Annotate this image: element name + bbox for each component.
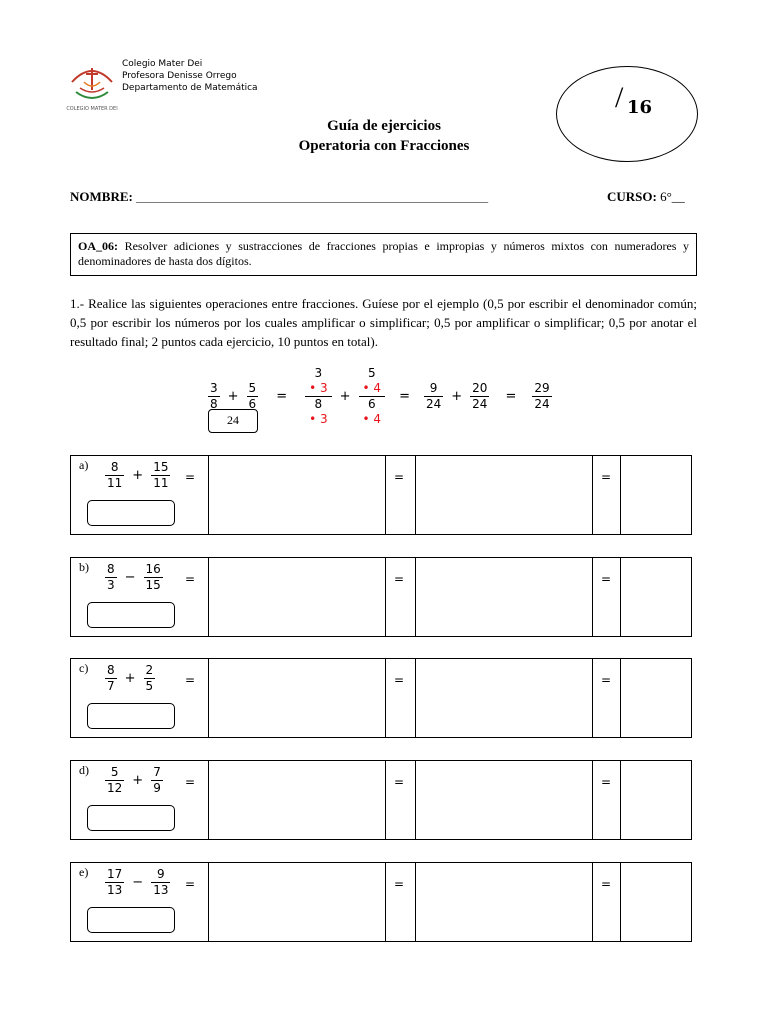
example-op-3: + <box>451 389 463 404</box>
example-fraction-3: $\frac{9}{24}$ <box>425 381 442 411</box>
answer-cell-1[interactable] <box>209 558 385 636</box>
eq-sign-1: = <box>185 877 196 891</box>
eq-sign-1: = <box>185 572 196 586</box>
answer-cell-3[interactable] <box>621 659 691 737</box>
example-op-2: + <box>339 389 351 404</box>
logo-text: COLEGIO MATER DEI <box>66 106 118 112</box>
exercise-row-d <box>70 760 692 840</box>
school-name: Colegio Mater Dei <box>122 59 203 69</box>
example-fraction-2: $\frac{5}{6}$ <box>248 381 257 411</box>
exercise-label: c) <box>79 661 89 675</box>
eq-sign-1: = <box>185 775 196 789</box>
objective-code: OA_06: <box>78 239 118 253</box>
common-denominator-input[interactable] <box>87 703 175 729</box>
exercise-expression: $\frac{8}{11}$ + $\frac{15}{11}$ <box>107 460 169 490</box>
objective-text: Resolver adiciones y sustracciones de fracciones propias e impropias y números mixtos con numeradores y denominadores de hasta dos dígitos. <box>78 239 690 268</box>
example-fraction-4: $\frac{20}{24}$ <box>472 381 488 411</box>
exercise-expression: $\frac{17}{13}$ − $\frac{9}{13}$ <box>107 867 169 897</box>
example-fraction-1: $\frac{3}{8}$ <box>210 381 218 411</box>
page-subtitle: Operatoria con Fracciones <box>298 138 470 154</box>
answer-cell-2[interactable] <box>416 863 592 941</box>
answer-cell-2[interactable] <box>416 761 592 839</box>
example-amplified-2: 5 • 4 6 • 4 <box>359 366 386 427</box>
answer-cell-2[interactable] <box>416 456 592 534</box>
exercise-row-e <box>70 862 692 942</box>
exercise-row-a <box>70 455 692 535</box>
answer-cell-1[interactable] <box>209 761 385 839</box>
exercise-label: e) <box>79 865 89 879</box>
curso-field[interactable]: 6°__ <box>660 189 685 204</box>
header-block <box>122 58 258 94</box>
example-op-1: + <box>227 389 239 404</box>
answer-cell-1[interactable] <box>209 863 385 941</box>
answer-cell-3[interactable] <box>621 456 691 534</box>
answer-cell-1[interactable] <box>209 456 385 534</box>
instructions: 1.- Realice las siguientes operaciones entre fracciones. Guíese por el ejemplo (0,5 por escribir el denominador común; 0,5 por escribir los números por los cuales amplificar o simplificar; 0,5 por amplificar o simplificar; 0,5 por anotar el resultado final; 2 puntos cada ejercicio, 10 puntos en total). <box>70 296 697 349</box>
exercise-label: d) <box>79 763 89 777</box>
nombre-field[interactable]: ________________________________________________________________ <box>136 192 489 204</box>
eq-sign-1: = <box>185 470 196 484</box>
eq-sign-2: = <box>394 673 405 687</box>
example-eq-1: = <box>276 389 288 404</box>
answer-cell-3[interactable] <box>621 863 691 941</box>
answer-cell-2[interactable] <box>416 659 592 737</box>
exercise-expression: $\frac{8}{7}$ + $\frac{2}{5}$ <box>107 663 154 693</box>
answer-cell-3[interactable] <box>621 761 691 839</box>
example-common-denominator-box <box>208 409 258 433</box>
score-slash: / <box>615 81 624 114</box>
eq-sign-2: = <box>394 775 405 789</box>
eq-sign-2: = <box>394 877 405 891</box>
student-line <box>70 189 488 205</box>
example-expression <box>208 366 552 427</box>
eq-sign-1: = <box>185 673 196 687</box>
example-eq-3: = <box>505 389 517 404</box>
school-logo <box>66 60 118 120</box>
example-result: $\frac{29}{24}$ <box>534 381 550 411</box>
objective-box <box>70 233 697 276</box>
curso-label: CURSO: <box>607 189 657 204</box>
eq-sign-3: = <box>601 877 612 891</box>
exercise-row-b <box>70 557 692 637</box>
exercise-row-c <box>70 658 692 738</box>
eq-sign-3: = <box>601 470 612 484</box>
example-common-denominator: 24 <box>227 413 239 427</box>
answer-cell-3[interactable] <box>621 558 691 636</box>
eq-sign-3: = <box>601 673 612 687</box>
eq-sign-3: = <box>601 572 612 586</box>
common-denominator-input[interactable] <box>87 602 175 628</box>
exercise-label: b) <box>79 560 89 574</box>
common-denominator-input[interactable] <box>87 907 175 933</box>
eq-sign-2: = <box>394 470 405 484</box>
common-denominator-input[interactable] <box>87 500 175 526</box>
eq-sign-2: = <box>394 572 405 586</box>
exercise-expression: $\frac{8}{3}$ − $\frac{16}{15}$ <box>107 562 161 592</box>
example-amplified-1: 3 • 3 8 • 3 <box>305 366 332 427</box>
answer-cell-2[interactable] <box>416 558 592 636</box>
curso-line <box>607 189 685 205</box>
eq-sign-3: = <box>601 775 612 789</box>
exercise-label: a) <box>79 458 89 472</box>
nombre-label: NOMBRE: <box>70 189 133 204</box>
exercise-expression: $\frac{5}{12}$ + $\frac{7}{9}$ <box>107 765 161 795</box>
department-name: Departamento de Matemática <box>122 83 258 93</box>
answer-cell-1[interactable] <box>209 659 385 737</box>
page-title: Guía de ejercicios <box>327 118 441 134</box>
teacher-name: Profesora Denisse Orrego <box>122 71 237 81</box>
score-total: 16 <box>627 97 653 118</box>
example-eq-2: = <box>399 389 410 404</box>
common-denominator-input[interactable] <box>87 805 175 831</box>
